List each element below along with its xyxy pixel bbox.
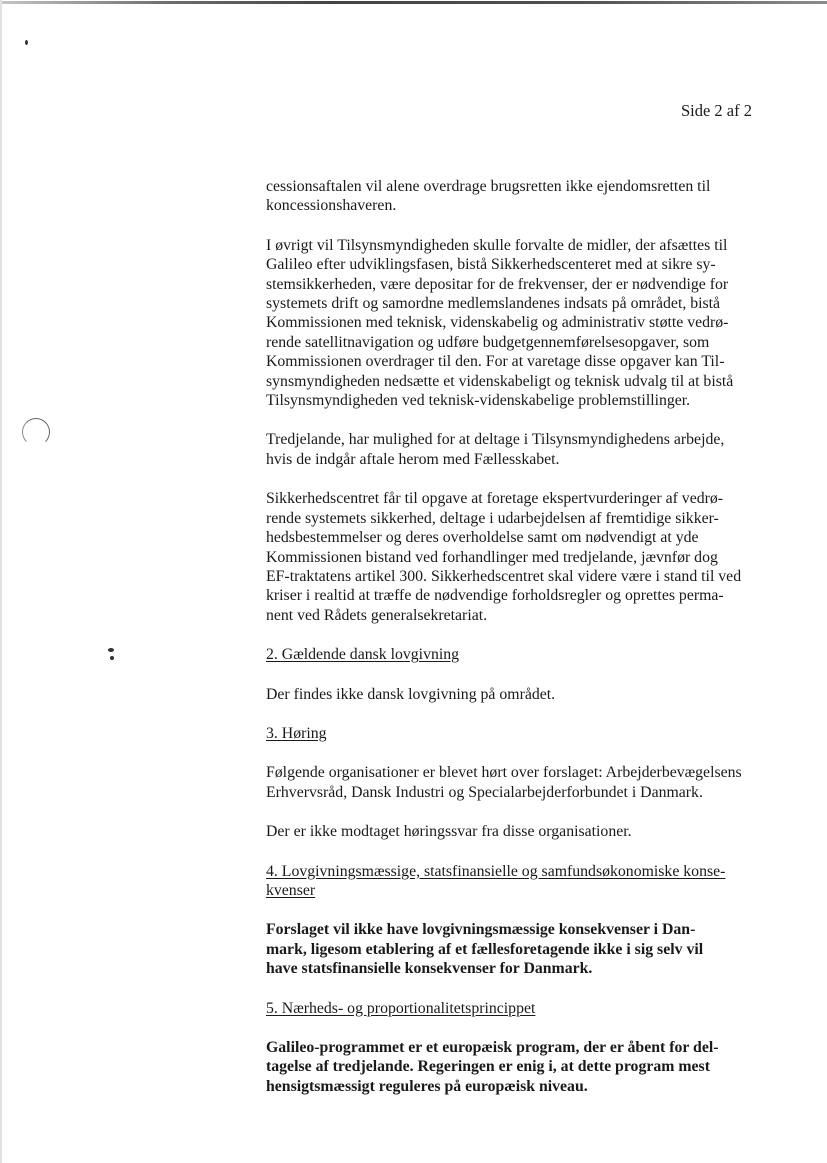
text-line: Der er ikke modtaget høringssvar fra disse organisationer. <box>266 823 632 841</box>
scan-top-edge <box>0 1 827 4</box>
text-line: EF-traktatens artikel 300. Sikkerhedscentret skal videre være i stand til ved <box>266 567 742 585</box>
text-line: Kommissionen med teknisk, videnskabelig og administrativ støtte vedrø- <box>266 314 729 332</box>
scan-left-edge <box>0 0 2 1163</box>
text-line: Erhvervsråd, Dansk Industri og Specialarbejderforbundet i Danmark. <box>266 783 703 801</box>
text-line: Sikkerhedscentret får til opgave at foretage ekspertvurderinger af vedrø- <box>266 490 724 508</box>
section-heading-legislation <box>266 645 754 664</box>
text-line: synsmyndigheden nedsætte et videnskabeligt og teknisk udvalg til at bistå <box>266 372 734 390</box>
heading-line: 3. Høring <box>266 724 327 742</box>
document-body <box>266 177 754 1116</box>
text-line: Følgende organisationer er blevet hørt over forslaget: Arbejderbevægelsens <box>266 764 742 782</box>
text-line: stemsikkerheden, være depositar for de frekvenser, der er nødvendige for <box>266 275 729 293</box>
scan-speck <box>108 648 114 652</box>
text-line: hvis de indgår aftale herom med Fællesskabet. <box>266 450 560 468</box>
section-heading-consultation <box>266 724 754 743</box>
paragraph-no-responses <box>266 822 754 841</box>
punch-hole-mark <box>22 418 50 446</box>
text-line: I øvrigt vil Tilsynsmyndigheden skulle forvalte de midler, der afsættes til <box>266 236 728 254</box>
scan-speck <box>25 40 28 45</box>
text-line: cessionsaftalen vil alene overdrage brugsretten ikke ejendomsretten til <box>266 178 711 195</box>
text-line: mark, ligesom etablering af et fællesforetagende ikke i sig selv vil <box>266 940 704 958</box>
text-line: Der findes ikke dansk lovgivning på området. <box>266 685 556 703</box>
paragraph-organisations <box>266 763 754 802</box>
text-line: Galileo-programmet er et europæisk program, der er åbent for del- <box>266 1039 719 1056</box>
text-line: Tilsynsmyndigheden ved teknisk-videnskabelige problemstillinger. <box>266 392 691 410</box>
text-line: hedsbestemmelser og deres overholdelse samt om nødvendigt at yde <box>266 529 699 547</box>
paragraph-third-countries <box>266 430 754 469</box>
text-line: kriser i realtid at træffe de nødvendige forholdsregler og oprettes perma- <box>266 587 724 605</box>
heading-line: 5. Nærheds- og proportionalitetsprincippet <box>266 999 536 1017</box>
text-line: tagelse af tredjelande. Regeringen er enig i, at dette program mest <box>266 1058 710 1076</box>
paragraph-concession-end <box>266 177 754 216</box>
text-line: rende systemets sikkerhed, deltage i udarbejdelsen af fremtidige sikker- <box>266 509 719 527</box>
paragraph-security-centre <box>266 489 754 625</box>
section-heading-consequences <box>266 862 754 901</box>
text-line: rende satellitnavigation og udføre budgetgennemførelsesopgaver, som <box>266 333 710 351</box>
heading-line: 2. Gældende dansk lovgivning <box>266 646 460 664</box>
text-line: Tredjelande, har mulighed for at deltage i Tilsynsmyndighedens arbejde, <box>266 431 725 449</box>
text-line: systemets drift og samordne medlemslandenes indsats på området, bistå <box>266 295 721 313</box>
heading-line: kvenser <box>266 881 316 899</box>
heading-line: 4. Lovgivningsmæssige, statsfinansielle og samfundsøkonomiske konse- <box>266 862 726 880</box>
text-line: have statsfinansielle konsekvenser for Danmark. <box>266 960 593 978</box>
text-line: Forslaget vil ikke have lovgivningsmæssige konsekvenser i Dan- <box>266 921 696 939</box>
paragraph-consequences <box>266 920 754 978</box>
paragraph-no-legislation <box>266 685 754 704</box>
page-number: Side 2 af 2 <box>680 101 752 120</box>
section-heading-subsidiarity <box>266 999 754 1018</box>
text-line: koncessionshaveren. <box>266 197 397 215</box>
text-line: hensigtsmæssigt reguleres på europæisk niveau. <box>266 1077 588 1095</box>
text-line: Kommissionen overdrager til den. For at varetage disse opgaver kan Til- <box>266 353 725 371</box>
paragraph-subsidiarity <box>266 1038 754 1096</box>
scan-speck <box>110 656 114 660</box>
paragraph-supervisory-authority <box>266 236 754 411</box>
text-line: nent ved Rådets generalsekretariat. <box>266 606 488 624</box>
text-line: Galileo efter udviklingsfasen, bistå Sikkerhedscenteret med at sikre sy- <box>266 256 716 274</box>
text-line: Kommissionen bistand ved forhandlinger med tredjelande, jævnfør dog <box>266 548 718 566</box>
